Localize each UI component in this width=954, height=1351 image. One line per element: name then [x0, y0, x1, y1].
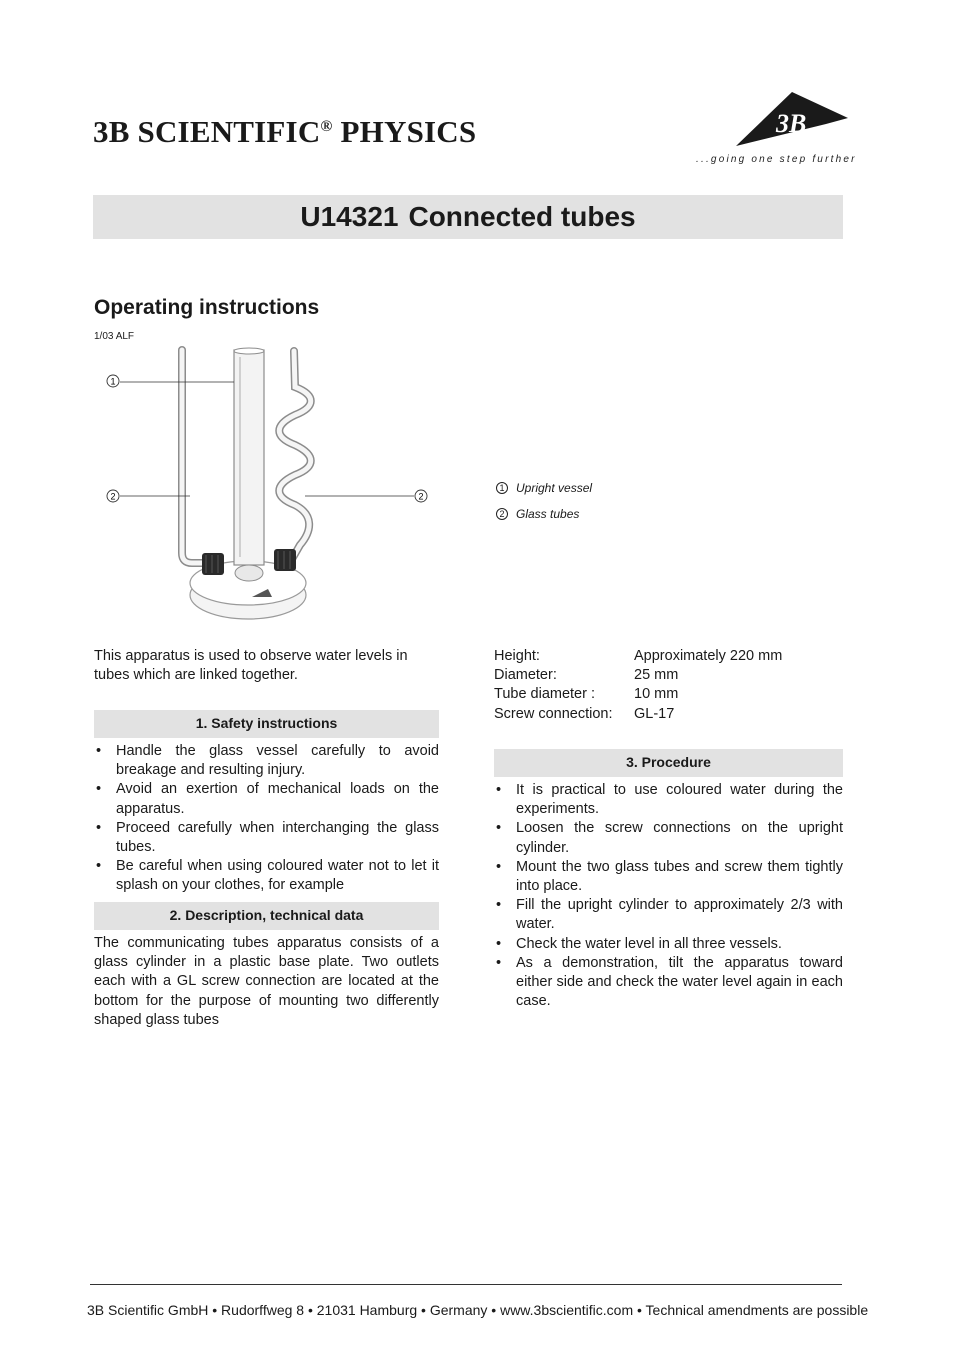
list-item: • Fill the upright cylinder to approximately 2/3 with water. [494, 896, 843, 934]
spec-value: Approximately 220 mm [634, 648, 783, 664]
callout-1 [107, 375, 119, 387]
intro-text: This apparatus is used to observe water levels in tubes which are linked together. [94, 648, 408, 684]
description-text: The communicating tubes apparatus consists of a glass cylinder in a plastic base plate. Two outlets each with a GL screw connection are located at the bottom for the purpose of mounting two differently shaped glass tubes [94, 935, 439, 1028]
list-item: • Handle the glass vessel carefully to avoid breakage and resulting injury. [94, 742, 439, 780]
spec-label: Diameter: [494, 667, 557, 684]
safety-section [94, 710, 439, 896]
callout-2-left [107, 490, 119, 502]
description-heading: 2. Description, technical data [94, 902, 439, 930]
spec-value: 25 mm [634, 667, 679, 684]
list-item: • Avoid an exertion of mechanical loads on the apparatus. [94, 780, 439, 818]
footer-divider [90, 1284, 842, 1285]
legend-item [496, 501, 592, 527]
list-item: • Check the water level in all three vessels. [494, 935, 843, 954]
spec-label: Height: [494, 648, 540, 664]
product-name: Connected tubes [408, 201, 636, 232]
list-item: • Loosen the screw connections on the upright cylinder. [494, 819, 843, 857]
procedure-heading: 3. Procedure [494, 749, 843, 777]
list-item: • It is practical to use coloured water during the experiments. [494, 781, 843, 819]
list-item: • Be careful when using coloured water not to let it splash on your clothes, for example [94, 857, 439, 895]
brand-title: 3B SCIENTIFIC® PHYSICS [93, 114, 477, 149]
list-item: • Proceed carefully when interchanging the glass tubes. [94, 819, 439, 857]
section-subtitle: Operating instructions [94, 296, 320, 319]
legend-label: Glass tubes [516, 507, 580, 521]
callout-2-right [415, 490, 427, 502]
product-title [93, 195, 843, 239]
spec-label: Screw connection: [494, 705, 613, 722]
legend-item [496, 475, 592, 501]
version-code: 1/03 ALF [94, 331, 135, 342]
figure-legend [496, 475, 592, 527]
legend-number: 1 [496, 482, 508, 494]
list-item: • Mount the two glass tubes and screw them tightly into place. [494, 858, 843, 896]
svg-text:2: 2 [110, 491, 116, 502]
description-section [94, 902, 439, 1030]
footer-text: 3B Scientific GmbH • Rudorffweg 8 • 21031 Hamburg • Germany • www.3bscientific.com • Technical amendments are possible [87, 1302, 869, 1318]
procedure-section [494, 749, 843, 1011]
product-code: U14321 [300, 201, 399, 232]
legend-number: 2 [496, 508, 508, 520]
registered-mark: ® [320, 118, 333, 135]
spec-value: 10 mm [634, 686, 679, 703]
svg-text:3B: 3B [776, 109, 807, 138]
tagline: ...going one step further [696, 154, 857, 165]
safety-heading: 1. Safety instructions [94, 710, 439, 738]
spec-table [494, 647, 843, 724]
svg-text:1: 1 [110, 376, 116, 387]
legend-label: Upright vessel [516, 481, 593, 495]
spec-value: GL-17 [634, 705, 675, 722]
apparatus-figure [100, 345, 440, 630]
list-item: • As a demonstration, tilt the apparatus toward either side and check the water level again in each case. [494, 954, 843, 1012]
svg-text:2: 2 [418, 491, 424, 502]
spec-label: Tube diameter : [494, 686, 596, 703]
3b-logo-icon [730, 88, 850, 150]
